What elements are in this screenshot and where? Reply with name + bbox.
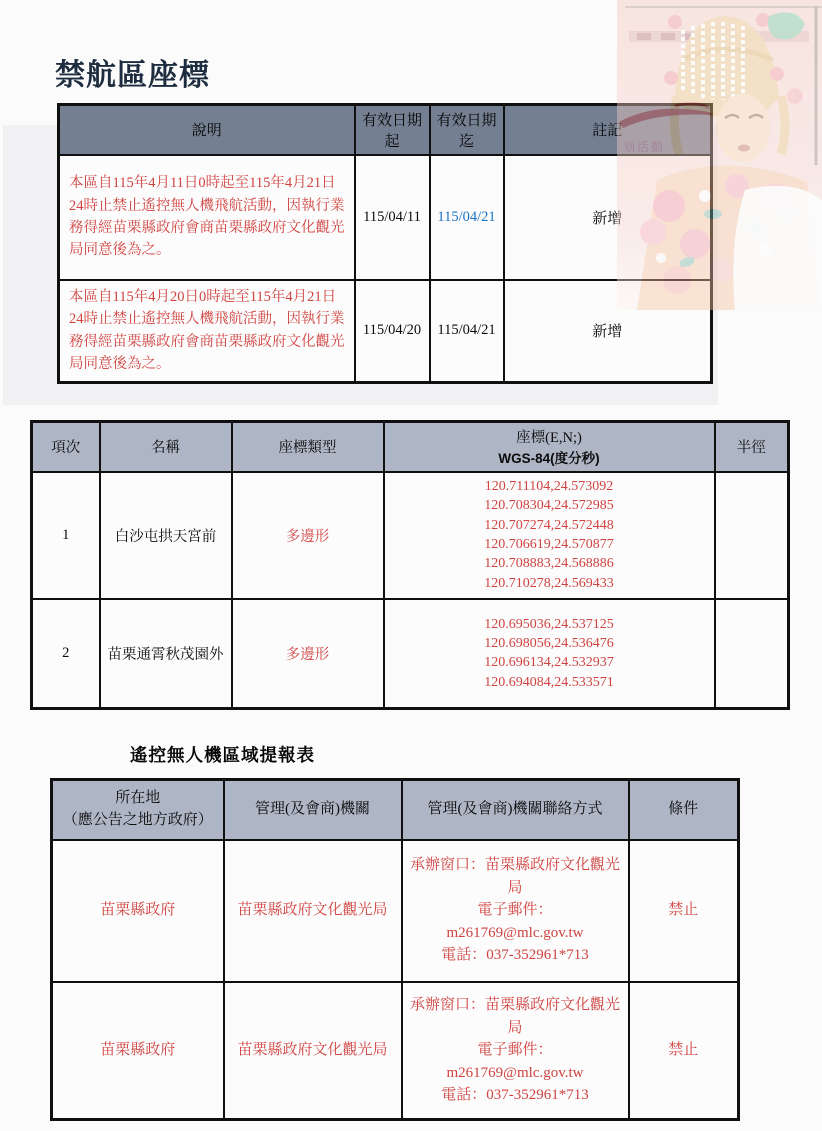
table-row xyxy=(52,982,739,1120)
header-coordinates xyxy=(384,422,715,472)
page-title: 禁航區座標 xyxy=(55,59,210,92)
header-date-from: 有效日期起 xyxy=(355,105,430,155)
coordinate-pair: 120.694084,24.533571 xyxy=(484,674,614,690)
coordinate-pair: 120.710278,24.569433 xyxy=(484,575,614,591)
date-from-value: 115/04/20 xyxy=(355,280,430,383)
note-value: 新增 xyxy=(504,155,712,280)
table-header-row xyxy=(32,422,789,472)
header-coordinates-line1: 座標(E,N;) xyxy=(516,430,582,447)
header-radius: 半徑 xyxy=(715,422,789,472)
table-header-row xyxy=(52,780,739,840)
contact-email: m261769@mlc.gov.tw xyxy=(446,1064,584,1081)
poster-caption-text: 划活動 xyxy=(623,140,666,154)
table-row xyxy=(32,599,789,709)
noflyzone-description-table xyxy=(57,103,713,384)
contact-phone: 電話：037-352961*713 xyxy=(441,947,589,964)
header-coord-type: 座標類型 xyxy=(232,422,384,472)
location-value: 苗栗縣政府 xyxy=(52,982,224,1120)
table-header-row xyxy=(59,105,712,155)
zone-name: 白沙屯拱天宮前 xyxy=(100,472,232,599)
header-location-line2: （應公告之地方政府） xyxy=(62,811,213,828)
condition-value: 禁止 xyxy=(629,840,739,982)
coordinate-pair: 120.696134,24.532937 xyxy=(484,655,614,671)
radius-value xyxy=(715,599,789,709)
coordinate-type: 多邊形 xyxy=(232,472,384,599)
item-index: 2 xyxy=(32,599,100,709)
coordinate-pair: 120.711104,24.573092 xyxy=(484,479,614,495)
header-contact: 管理(及會商)機關聯絡方式 xyxy=(402,780,629,840)
report-table-title: 遙控無人機區域提報表 xyxy=(130,745,315,765)
contact-phone: 電話：037-352961*713 xyxy=(441,1087,589,1103)
header-coordinates-line2: WGS-84(度分秒) xyxy=(498,451,600,467)
contact-info xyxy=(402,840,629,982)
table-row xyxy=(52,840,739,982)
contact-info xyxy=(402,982,629,1120)
coordinate-pair: 120.708304,24.572985 xyxy=(484,498,614,514)
coordinate-pair: 120.698056,24.536476 xyxy=(484,635,614,651)
agency-value: 苗栗縣政府文化觀光局 xyxy=(224,982,402,1120)
table-row xyxy=(59,155,712,280)
header-condition: 條件 xyxy=(629,780,739,840)
table-row xyxy=(59,280,712,383)
coordinate-pair: 120.707274,24.572448 xyxy=(484,517,614,533)
coordinate-list xyxy=(384,472,715,599)
restriction-description: 本區自115年4月11日0時起至115年4月21日24時止禁止遙控無人機飛航活動，因執行業務得經苗栗縣政府會商苗栗縣政府文化觀光局同意後為之。 xyxy=(59,155,355,280)
header-index: 項次 xyxy=(32,422,100,472)
zone-name: 苗栗通霄秋茂園外 xyxy=(100,599,232,709)
item-index: 1 xyxy=(32,472,100,599)
header-location-line1: 所在地 xyxy=(115,790,161,806)
header-location xyxy=(52,780,224,840)
agency-value: 苗栗縣政府文化觀光局 xyxy=(224,840,402,982)
contact-office: 承辦窗口：苗栗縣政府文化觀光局 xyxy=(409,997,620,1036)
contact-email-label: 電子郵件： xyxy=(477,1042,553,1058)
header-description: 說明 xyxy=(59,105,355,155)
drone-area-report-table xyxy=(50,778,740,1121)
header-date-to: 有效日期迄 xyxy=(430,105,504,155)
header-note: 註記 xyxy=(504,105,712,155)
coordinates-table xyxy=(30,420,790,710)
coordinate-pair: 120.708883,24.568886 xyxy=(484,556,614,572)
contact-email-label: 電子郵件： xyxy=(477,902,553,919)
date-to-value: 115/04/21 xyxy=(430,280,504,383)
coordinate-list xyxy=(384,599,715,709)
header-agency: 管理(及會商)機關 xyxy=(224,780,402,840)
condition-value: 禁止 xyxy=(629,982,739,1120)
header-name: 名稱 xyxy=(100,422,232,472)
location-value: 苗栗縣政府 xyxy=(52,840,224,982)
coordinate-pair: 120.695036,24.537125 xyxy=(484,616,614,632)
radius-value xyxy=(715,472,789,599)
coordinate-type: 多邊形 xyxy=(232,599,384,709)
coordinate-pair: 120.706619,24.570877 xyxy=(484,537,614,552)
restriction-description: 本區自115年4月20日0時起至115年4月21日24時止禁止遙控無人機飛航活動，因執行業務得經苗栗縣政府會商苗栗縣政府文化觀光局同意後為之。 xyxy=(59,280,355,383)
table-row xyxy=(32,472,789,599)
date-from-value: 115/04/11 xyxy=(355,155,430,280)
note-value: 新增 xyxy=(504,280,712,383)
date-to-link[interactable]: 115/04/21 xyxy=(430,155,504,280)
contact-email: m261769@mlc.gov.tw xyxy=(446,924,584,941)
contact-office: 承辦窗口：苗栗縣政府文化觀光局 xyxy=(409,857,620,896)
